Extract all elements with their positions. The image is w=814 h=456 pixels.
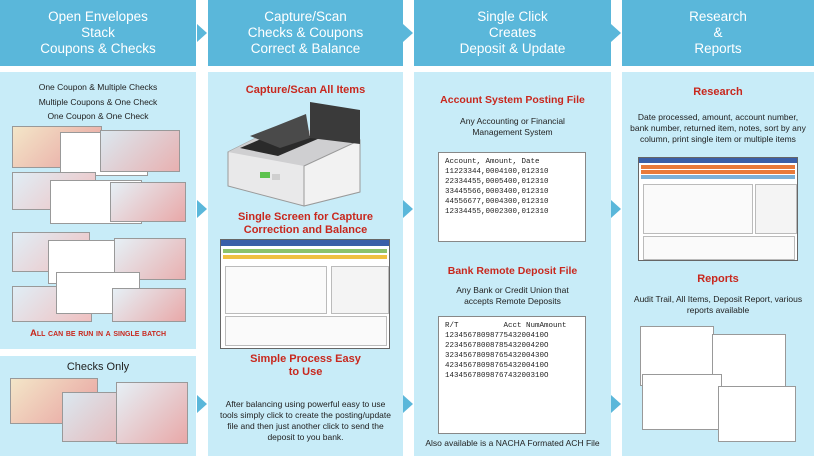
- column-open-envelopes: [0, 0, 196, 456]
- arrow-right: [611, 24, 621, 42]
- research-screen-image: [638, 157, 798, 261]
- remote-file-document: R/T Acct NumAmount 1234567809877543200410O 2234567800878543200420O 3234567809876543200430O 4234567809876543200410O 1434567809876743200310O: [438, 316, 586, 434]
- header-research-reports: Research & Reports: [622, 0, 814, 66]
- nacha-note: Also available is a NACHA Formated ACH File: [425, 438, 600, 448]
- arrow-right: [403, 395, 413, 413]
- arrow-right: [197, 395, 207, 413]
- column-research-reports: [622, 0, 814, 456]
- panel-checks-only: [0, 356, 196, 456]
- arrow-right: [611, 200, 621, 218]
- arrow-right: [403, 200, 413, 218]
- process-title: Simple Process Easy to Use: [250, 353, 361, 378]
- coupon-line-2: Multiple Coupons & One Check: [38, 97, 158, 107]
- arrow-right: [403, 24, 413, 42]
- scanner-image: [220, 96, 370, 208]
- panel-deposit: [414, 72, 611, 456]
- checks-only-label: Checks Only: [66, 361, 130, 373]
- capture-screen-image: [220, 239, 390, 349]
- reports-text: Audit Trail, All Items, Deposit Report, various reports available: [633, 294, 803, 315]
- coupon-line-3: One Coupon & One Check: [47, 111, 149, 121]
- header-open-envelopes: Open Envelopes Stack Coupons & Checks: [0, 0, 196, 66]
- check-image: [110, 182, 186, 222]
- report-page-image: [718, 386, 796, 442]
- posting-file-text: Any Accounting or Financial Management System: [460, 116, 565, 137]
- report-page-image: [712, 334, 786, 392]
- process-text: After balancing using powerful easy to use tools simply click to create the posting/update file and then just another click to send the deposit to you bank.: [219, 399, 392, 442]
- report-page-image: [642, 374, 722, 430]
- arrow-right: [197, 200, 207, 218]
- research-text: Date processed, amount, account number, bank number, returned item, notes, sort by any column, print single item or multiple items: [630, 112, 806, 144]
- column-capture-scan: [208, 0, 403, 456]
- posting-file-title: Account System Posting File: [440, 94, 585, 106]
- reports-title: Reports: [697, 273, 739, 285]
- check-image: [112, 288, 186, 322]
- header-deposit-update: Single Click Creates Deposit & Update: [414, 0, 611, 66]
- batch-note: All can be run in a single batch: [29, 328, 167, 339]
- screen-title: Single Screen for Capture Correction and Balance: [237, 211, 374, 236]
- remote-file-text: Any Bank or Credit Union that accepts Remote Deposits: [456, 285, 569, 306]
- panel-research: [622, 72, 814, 456]
- arrow-right: [611, 395, 621, 413]
- capture-title: Capture/Scan All Items: [245, 84, 366, 96]
- check-image: [116, 382, 188, 444]
- arrow-right: [197, 24, 207, 42]
- panel-coupons-checks: [0, 72, 196, 349]
- research-title: Research: [693, 86, 743, 98]
- header-capture-scan: Capture/Scan Checks & Coupons Correct & Balance: [208, 0, 403, 66]
- remote-file-title: Bank Remote Deposit File: [447, 265, 578, 277]
- column-deposit-update: [414, 0, 611, 456]
- check-image: [100, 130, 180, 172]
- coupon-line-1: One Coupon & Multiple Checks: [38, 82, 158, 92]
- panel-capture: [208, 72, 403, 456]
- posting-file-document: Account, Amount, Date 11223344,0004100,012310 22334455,0005400,012310 33445566,0003400,012310 44556677,0004300,012310 12334455,0002300,012310: [438, 152, 586, 242]
